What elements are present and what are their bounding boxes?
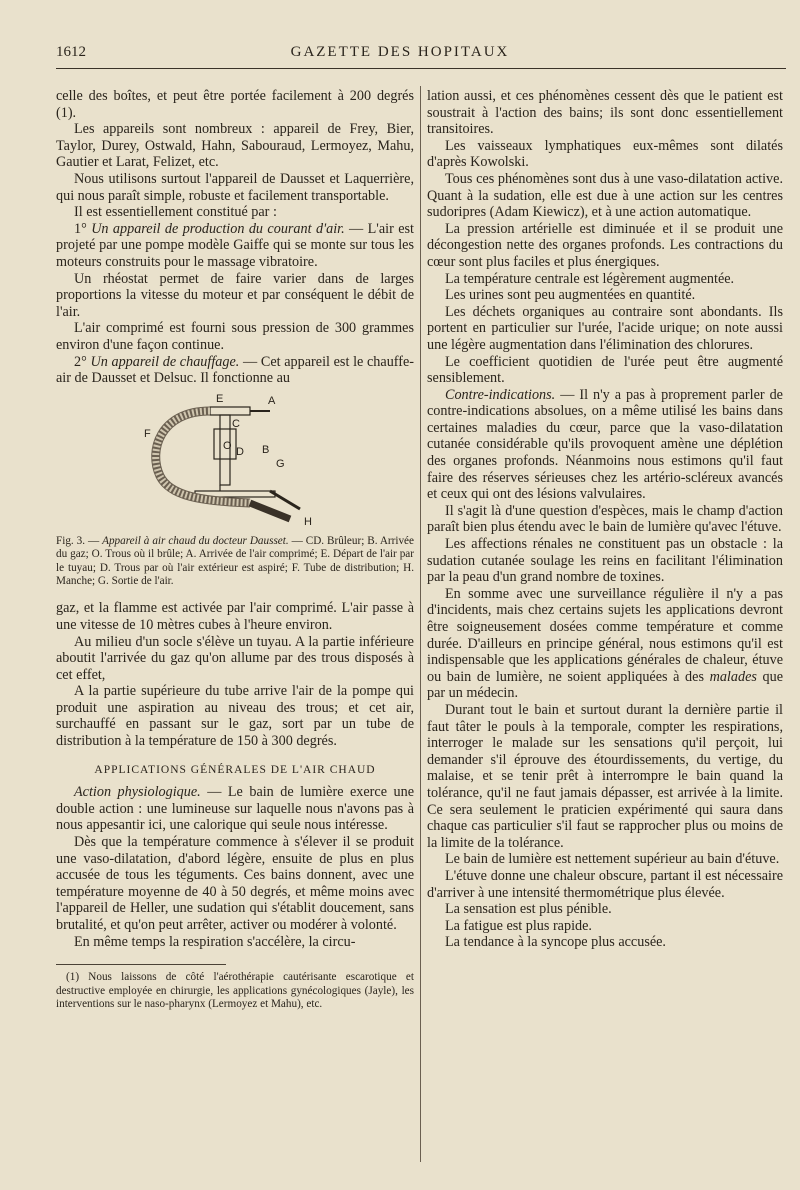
left-paragraph-3: Nous utilisons surtout l'appareil de Dausset et Laquerrière, qui nous paraît simple, robuste et facilement transportable. [56, 170, 414, 204]
right-paragraph-17: La fatigue est plus rapide. [445, 917, 592, 934]
right-paragraph-2: Les vaisseaux lymphatiques eux-mêmes sont dilatés d'après Kowolski. [427, 137, 783, 171]
figure-label-b: B [262, 443, 270, 456]
figure-label-a: A [268, 394, 276, 407]
subheading-heating: Un appareil de chauffage. [90, 353, 240, 370]
right-paragraph-5: La température centrale est légèrement augmentée. [445, 270, 735, 287]
right-paragraph-18: La tendance à la syncope plus accusée. [445, 934, 666, 951]
right-paragraph-8: Le coefficient quotidien de l'urée peut être augmenté sensiblement. [427, 353, 783, 387]
right-paragraph-10: Il s'agit là d'une question d'espèces, mais le champ d'action paraît bien plus étendu avec le bain de lumière qu'avec l'étuve. [427, 502, 783, 536]
figure-label-c: C [232, 417, 240, 430]
figure-label-o: O [223, 439, 232, 452]
figure-label-d: D [236, 445, 244, 458]
header-rule [56, 68, 786, 69]
left-paragraph-2: Les appareils sont nombreux : appareil de Frey, Bier, Taylor, Durey, Ostwald, Hahn, Sabouraud, Lermoyez, Mahu, Gautier et Larat, Felizet, etc. [56, 121, 414, 171]
footnote: (1) Nous laissons de côté l'aérothérapie cautérisante escarotique et destructive employée en chirurgie, les applications gynécologiques (Jayle), les interventions sur le naso-pharynx (Lermoyez et Mahu), etc. [56, 971, 414, 1010]
column-divider [420, 86, 421, 1162]
subheading-air-production: Un appareil de production du courant d'air. [91, 220, 345, 237]
left-paragraph-10: Au milieu d'un socle s'élève un tuyau. A la partie inférieure aboutit l'arrivée du gaz qu'on allume par des trous disposés à cet effet, [56, 633, 414, 683]
left-paragraph-5: 1° Un appareil de production du courant d'air. — L'air est projeté par une pompe modèle Gaiffe qui se monte sur tous les moteurs construits pour le massage vibratoire. [56, 220, 414, 270]
right-paragraph-11: Les affections rénales ne constituent pas un obstacle : la sudation cutanée soulage les reins en facilitant l'élimination par la peau d'un grand nombre de toxines. [427, 536, 783, 586]
left-paragraph-7: L'air comprimé est fourni sous pression de 300 grammes environ d'une façon continue. [56, 320, 414, 353]
figure-label-h: H [304, 515, 312, 528]
right-paragraph-16: La sensation est plus pénible. [445, 901, 612, 918]
right-paragraph-12: En somme avec une surveillance régulière il n'y a pas d'incidents, mais chez certains sujets les applications devront être soigneusement dosées comme température et comme durée. D'ailleurs en principe général, nous estimons qu'il est indispensable que les applications générales de chaleur, étuve ou bain de lumière, ne soient appliquées à des malades que par un médecin. [427, 585, 783, 702]
figure-caption: Fig. 3. — Appareil à air chaud du docteur Dausset. — CD. Brûleur; B. Arrivée du gaz; O. Trous où il brûle; A. Arrivée de l'air comprimé; E. Départ de l'air par le tuyau; D. Trous par où l'air extérieur est aspiré; F. Tube de distribution; H. Manche; G. Sortie de l'air. [56, 534, 414, 587]
right-paragraph-4: La pression artérielle est diminuée et il se produit une décongestion nette des organes profonds. Les contractions du cœur sont plus faciles et plus énergiques. [427, 220, 783, 270]
left-paragraph-6: Un rhéostat permet de faire varier dans de larges proportions la vitesse du moteur et par conséquent le débit de l'air. [56, 270, 414, 320]
right-paragraph-6: Les urines sont peu augmentées en quantité. [445, 287, 696, 304]
figure-label-g: G [276, 457, 285, 470]
right-paragraph-1: lation aussi, et ces phénomènes cessent dès que le patient est soustrait à l'action des bains; ils sont donc essentiellement transitoires. [427, 88, 783, 138]
right-paragraph-3: Tous ces phénomènes sont dus à une vaso-dilatation active. Quant à la sudation, elle est due à une action sur les centres sudoripres (Adam Kiewicz), et à une action automatique. [427, 170, 783, 221]
subheading-contraindications: Contre-indications. [445, 386, 556, 403]
footnote-rule [56, 964, 226, 965]
subheading-physiological-action: Action physiologique. [74, 784, 201, 801]
right-paragraph-13: Durant tout le bain et surtout durant la dernière partie il faut tâter le pouls à la temporale, compter les respirations, interroger le malade sur les sensations qu'il perçoit, lui demander s'il éprouve des étourdissements, du vertige, du malaise, et se tenir prêt à interrompre le bain quand la tolérance, qu'il ne faut jamais dépasser, est arrivée à la limite. Ce sera seulement le praticien expérimenté qui saura dans chaque cas particulier s'il faut se rapprocher plus ou moins de la limite de la tolérance. [427, 701, 783, 851]
left-paragraph-11: A la partie supérieure du tube arrive l'air de la pompe qui produit une aspiration au niveau des trous; et cet air, surchauffé en passant sur le gaz, sort par un tube de distribution à la température de 150 à 300 degrés. [56, 683, 414, 750]
figure-label-e: E [216, 392, 224, 405]
left-paragraph-13: Dès que la température commence à s'élever il se produit une vaso-dilatation, d'abord légère, ensuite de plus en plus accusée de tous les téguments. Ces bains donnent, avec une température moyenne de 40 à 50 degrés, et même moins avec l'appareil de Heller, une sudation qui s'établit doucement, sans brutalité, et qu'on peut arrêter, activer ou modérer à volonté. [56, 834, 414, 933]
section-heading: APPLICATIONS GÉNÉRALES DE L'AIR CHAUD [94, 763, 376, 776]
journal-title: GAZETTE DES HOPITAUX [290, 44, 510, 60]
right-paragraph-15: L'étuve donne une chaleur obscure, partant il est nécessaire d'arriver à une intensité thermométrique plus élevée. [427, 867, 783, 901]
left-paragraph-8: 2° Un appareil de chauffage. — Cet appareil est le chauffe-air de Dausset et Delsuc. Il fonctionne au [56, 353, 414, 387]
figure-label-f: F [144, 427, 151, 440]
left-paragraph-12: Action physiologique. — Le bain de lumière exerce une double action : une lumineuse sur laquelle nous n'avons pas à nous appesantir ici, une calorique qui seule nous intéresse. [56, 784, 414, 834]
left-column [56, 88, 414, 1011]
left-paragraph-14: En même temps la respiration s'accélère, la circu- [74, 933, 356, 950]
left-paragraph-9: gaz, et la flamme est activée par l'air comprimé. L'air passe à une vitesse de 10 mètres cubes à l'heure environ. [56, 600, 414, 633]
left-paragraph-4: Il est essentiellement constitué par : [74, 204, 277, 221]
hot-air-apparatus-figure [140, 391, 330, 531]
right-column [427, 88, 783, 951]
right-paragraph-9: Contre-indications. — Il n'y a pas à proprement parler de contre-indications absolues, on a même utilisé les bains dans certaines maladies du cœur, parce que la vaso-dilatation cutanée considérable qu'ils provoquent amène une déplétion des organes profonds. Néanmoins nous estimons qu'il faut faire des réserves sérieuses chez les artério-scléreux avancés et ceux qui ont des lésions valvulaires. [427, 386, 783, 503]
page-number: 1612 [56, 44, 86, 60]
right-paragraph-7: Les déchets organiques au contraire sont abondants. Ils portent en particulier sur l'urée, l'acide urique; on note aussi une légère augmentation dans l'élimination des chlorures. [427, 303, 783, 353]
right-paragraph-14: Le bain de lumière est nettement supérieur au bain d'étuve. [445, 851, 780, 868]
left-paragraph-1: celle des boîtes, et peut être portée facilement à 200 degrés (1). [56, 88, 414, 121]
